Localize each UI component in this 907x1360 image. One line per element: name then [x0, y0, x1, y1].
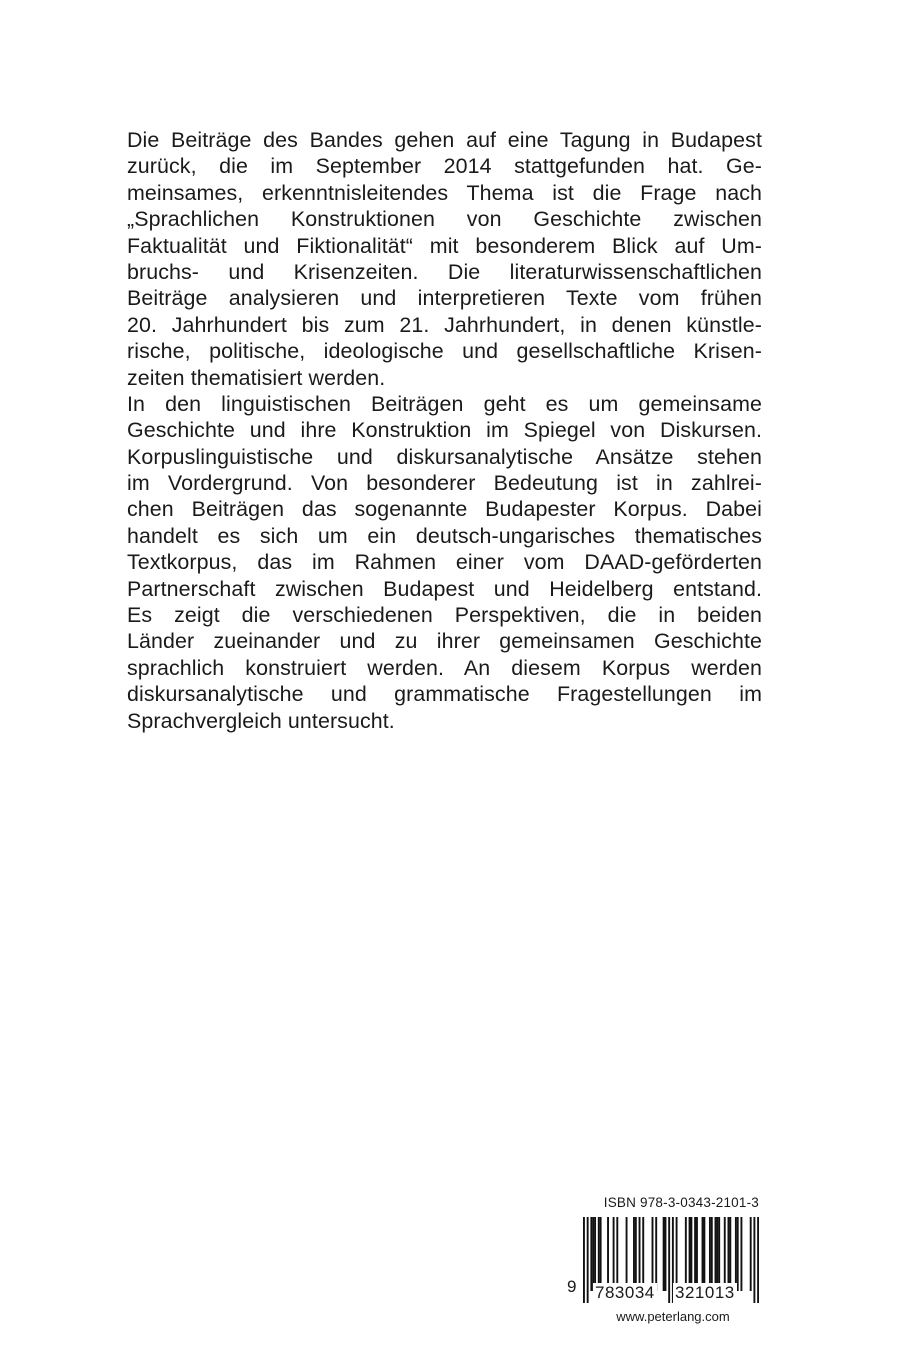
blurb-line: Partnerschaft zwischen Budapest und Heidelberg entstand.	[127, 576, 762, 601]
barcode-bar	[652, 1217, 654, 1291]
blurb-line: Beiträge analysieren und interpretieren Texte vom frühen	[127, 286, 762, 311]
barcode-bar	[642, 1217, 644, 1291]
barcode-bar	[728, 1217, 730, 1291]
barcode-bar	[613, 1217, 615, 1291]
barcode-bar	[696, 1217, 698, 1291]
barcode-bar	[587, 1217, 589, 1303]
blurb-line: diskursanalytische und grammatische Fragestellungen im	[127, 682, 762, 707]
barcode-bar	[668, 1217, 670, 1303]
blurb-line: Korpuslinguistische und diskursanalytische Ansätze stehen	[127, 444, 762, 469]
blurb-line: meinsames, erkenntnisleitendes Thema ist die Frage nach	[127, 180, 762, 205]
barcode-right-digits: 321013	[675, 1283, 735, 1302]
barcode-bar	[598, 1217, 600, 1291]
blurb-line: sprachlich konstruiert werden. An diesem Korpus werden	[127, 655, 762, 680]
barcode-lead-digit: 9	[567, 1277, 577, 1296]
barcode-bar	[702, 1217, 704, 1291]
blurb-line: im Vordergrund. Von besonderer Bedeutung ist in zahlrei-	[127, 471, 762, 496]
barcode-bar	[689, 1217, 691, 1291]
barcode-bar	[633, 1217, 635, 1291]
blurb-line: Es zeigt die verschiedenen Perspektiven, die in beiden	[127, 603, 762, 628]
barcode-bar	[594, 1217, 596, 1291]
barcode-bar	[718, 1217, 720, 1291]
barcode-bar	[753, 1217, 755, 1303]
barcode-bar	[607, 1217, 609, 1291]
blurb-line: In den linguistischen Beiträgen geht es um gemeinsame	[127, 391, 762, 416]
blurb-line: zurück, die im September 2014 stattgefunden hat. Ge-	[127, 154, 762, 179]
barcode-bar	[655, 1217, 657, 1291]
barcode-bar	[724, 1217, 726, 1291]
blurb-line: chen Beiträgen das sogenannte Budapester Korpus. Dabei	[127, 497, 762, 522]
barcode-bar	[616, 1217, 618, 1291]
barcode-bar	[665, 1217, 667, 1291]
barcode-bar	[690, 1217, 692, 1291]
blurb-line: Faktualität und Fiktionalität“ mit besonderem Blick auf Um-	[127, 233, 762, 258]
blurb-line: Sprachvergleich untersucht.	[127, 708, 395, 733]
blurb-line: „Sprachlichen Konstruktionen von Geschichte zwischen	[127, 207, 762, 232]
barcode-bar	[626, 1217, 628, 1291]
blurb-line: rische, politische, ideologische und gesellschaftliche Krisen-	[127, 339, 762, 364]
barcode-bar	[716, 1217, 718, 1291]
barcode-bar	[676, 1217, 678, 1291]
barcode-bar	[685, 1217, 687, 1291]
barcode-bar	[735, 1217, 737, 1291]
blurb-line: Die Beiträge des Bandes gehen auf eine Tagung in Budapest	[127, 128, 762, 152]
barcode-left-digits: 783034	[595, 1283, 655, 1302]
blurb-line: Länder zueinander und zu ihrer gemeinsamen Geschichte	[127, 629, 762, 654]
barcode-bar	[592, 1217, 594, 1291]
barcode-bar	[729, 1217, 731, 1291]
barcode-bar	[694, 1217, 696, 1291]
blurb-line: 20. Jahrhundert bis zum 21. Jahrhundert, in denen künstle-	[127, 312, 762, 337]
barcode-bar	[703, 1217, 705, 1291]
publisher-url: www.peterlang.com	[616, 1309, 730, 1324]
back-cover-blurb	[127, 127, 762, 734]
blurb-line: bruchs- und Krisenzeiten. Die literaturwissenschaftlichen	[127, 259, 762, 284]
barcode-bar	[639, 1217, 641, 1291]
barcode-bar	[757, 1217, 759, 1303]
barcode-bar	[590, 1217, 592, 1291]
isbn-label: ISBN 978-3-0343-2101-3	[603, 1195, 759, 1210]
blurb-line: handelt es sich um ein deutsch-ungarisches thematisches	[127, 523, 762, 548]
barcode-bar	[750, 1217, 752, 1291]
barcode-bar	[740, 1217, 742, 1291]
isbn-barcode-block	[567, 1195, 759, 1330]
blurb-line: Textkorpus, das im Rahmen einer vom DAAD-geförderten	[127, 550, 762, 575]
barcode-bar	[737, 1217, 739, 1291]
blurb-line: zeiten thematisiert werden.	[127, 365, 386, 390]
barcode-bar	[583, 1217, 585, 1303]
barcode-bar	[709, 1217, 711, 1291]
barcode-bar	[635, 1217, 637, 1291]
barcode-bar	[663, 1217, 665, 1291]
barcode-bar	[715, 1217, 717, 1291]
barcode-bar	[600, 1217, 602, 1291]
barcode-bar	[711, 1217, 713, 1291]
blurb-line: Geschichte und ihre Konstruktion im Spiegel von Diskursen.	[127, 418, 762, 443]
